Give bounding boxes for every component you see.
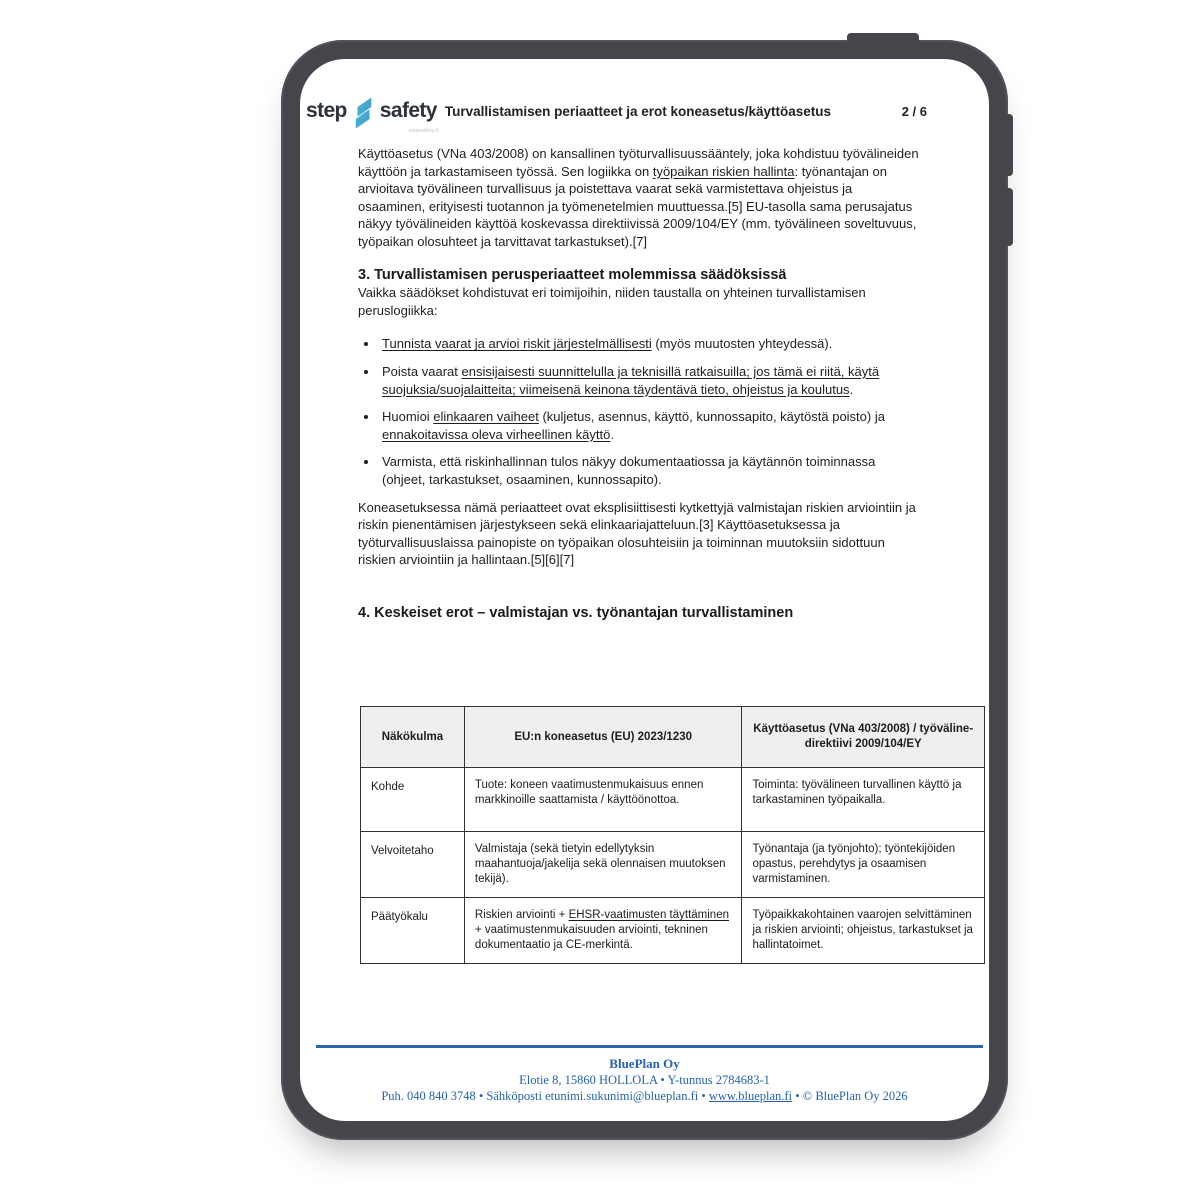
logo-step-wordmark: step	[306, 99, 347, 122]
step-safety-logo-icon	[348, 93, 379, 133]
volume-down-button	[1003, 188, 1013, 246]
document-page	[300, 59, 989, 1121]
comparison-paragraph: Koneasetuksessa nämä periaatteet ovat eksplisiittisesti kytkettyjä valmistajan riskien arviointiin ja riskin pienentämisen järjestykseen sekä elinkaariajatteluun.[3] Käyttöasetuksessa ja työturvallisuuslaissa painopiste on työpaikan olosuhteisiin ja toiminnan muutoksiin sidottuun riskien arviointiin ja hallintaan.[5][6][7]	[358, 499, 916, 568]
bullet-item-lifecycle: • Huomioi elinkaaren vaiheet (kuljetus, asennus, käyttö, kunnossapito, käytöstä poisto) ja ennakoitavissa oleva virheellinen käyttö.	[379, 408, 922, 443]
document-header	[306, 91, 927, 134]
tablet-device-frame	[281, 40, 1008, 1140]
website-link[interactable]: www.blueplan.fi	[708, 1089, 793, 1103]
document-title: Turvallistamisen periaatteet ja erot koneasetus/käyttöasetus	[444, 103, 832, 119]
table-row-paatyokalu	[361, 898, 985, 964]
cell-vna: Työnantaja (ja työnjohto); työntekijöiden opastus, perehdytys ja osaamisen varmistaminen.	[742, 832, 985, 898]
document-footer	[300, 1056, 989, 1104]
power-button	[847, 33, 919, 49]
table-row-kohde	[361, 768, 985, 832]
col-header-perspective: Näkökulma	[361, 707, 465, 768]
bullet-item-identify-risks: • Tunnista vaarat ja arvioi riskit järjestelmällisesti (myös muutosten yhteydessä).	[379, 335, 922, 353]
brand-logo	[306, 91, 439, 134]
comparison-table	[360, 706, 985, 964]
tablet-screen	[300, 59, 989, 1121]
footer-company-name: BluePlan Oy	[609, 1056, 680, 1071]
cell-vna: Työpaikkakohtainen vaarojen selvittäminen ja riskien arviointi; ohjeistus, tarkastukset ja hallintatoimet.	[742, 898, 985, 964]
underlined-phrase: työpaikan riskien hallinta	[652, 163, 795, 179]
principles-intro-paragraph: Vaikka säädökset kohdistuvat eri toimijoihin, niiden taustalla on yhteinen turvallistamisen peruslogiikka:	[358, 285, 866, 318]
section-heading-4: 4. Keskeiset erot – valmistajan vs. työnantajan turvallistaminen	[358, 604, 794, 621]
volume-up-button	[1003, 114, 1013, 176]
col-header-use-decree: Käyttöasetus (VNa 403/2008) / työväline-direktiivi 2009/104/EY	[742, 707, 985, 768]
cell-eu: Valmistaja (sekä tietyin edellytyksin maahantuoja/jakelija sekä olennaisen muutoksen tekijä).	[464, 832, 742, 898]
section-heading-3: 3. Turvallistamisen perusperiaatteet molemmissa säädöksissä	[358, 266, 787, 283]
table-row-velvoitetaho	[361, 832, 985, 898]
footer-address-line: Elotie 8, 15860 HOLLOLA • Y-tunnus 2784683-1	[519, 1073, 770, 1087]
col-header-eu-regulation: EU:n koneasetus (EU) 2023/1230	[464, 707, 742, 768]
bullet-item-documentation: • Varmista, että riskinhallinnan tulos näkyy dokumentaatiossa ja käytännön toiminnassa (ohjeet, tarkastukset, osaaminen, kunnossapito).	[379, 453, 922, 488]
document-body	[358, 145, 974, 964]
row-label: Kohde	[361, 768, 465, 832]
table-header-row	[361, 707, 985, 768]
footer-divider-rule	[316, 1045, 983, 1048]
cell-eu: Riskien arviointi + EHSR-vaatimusten täyttäminen + vaatimustenmukaisuuden arviointi, tekninen dokumentaatio ja CE-merkintä.	[464, 898, 742, 964]
intro-paragraph: Käyttöasetus (VNa 403/2008) on kansallinen työturvallisuussääntely, joka kohdistuu työvälineiden käyttöön ja tarkastamiseen työssä. Sen logiikka on työpaikan riskien hallinta: työnantajan on arvioitava työvälineen turvallisuus ja poistettava vaarat sekä varmistettava ohjeistus ja osaaminen, erityisesti tuotannon ja työmenetelmien muuttuessa.[5] EU-tasolla sama perusajatus näkyy työvälineiden käyttöä koskevassa direktiivissä 2009/104/EY (mm. työvälineen soveltuvuus, työpaikan olosuhteet ja tarvittavat tarkastukset).[7]	[358, 146, 919, 249]
cell-vna: Toiminta: työvälineen turvallinen käyttö ja tarkastaminen työpaikalla.	[742, 768, 985, 832]
row-label: Päätyökalu	[361, 898, 465, 964]
page-number: 2 / 6	[901, 103, 927, 119]
principles-bullet-list	[358, 335, 922, 488]
row-label: Velvoitetaho	[361, 832, 465, 898]
footer-contact-line: Puh. 040 840 3748 • Sähköposti etunimi.sukunimi@blueplan.fi • www.blueplan.fi • © BluePlan Oy 2026	[381, 1089, 908, 1103]
cell-eu: Tuote: koneen vaatimustenmukaisuus ennen markkinoille saattamista / käyttöönottoa.	[464, 768, 742, 832]
logo-safety-wordmark: safety	[379, 99, 437, 122]
bullet-item-eliminate-hazards: • Poista vaarat ensisijaisesti suunnittelulla ja teknisillä ratkaisuilla; jos tämä ei riitä, käytä suojuksia/suojalaitteita; viimeisenä keinona täydentävä tieto, ohjeistus ja koulutus.	[379, 363, 922, 398]
logo-tagline: stepsafety.fi	[408, 128, 439, 134]
